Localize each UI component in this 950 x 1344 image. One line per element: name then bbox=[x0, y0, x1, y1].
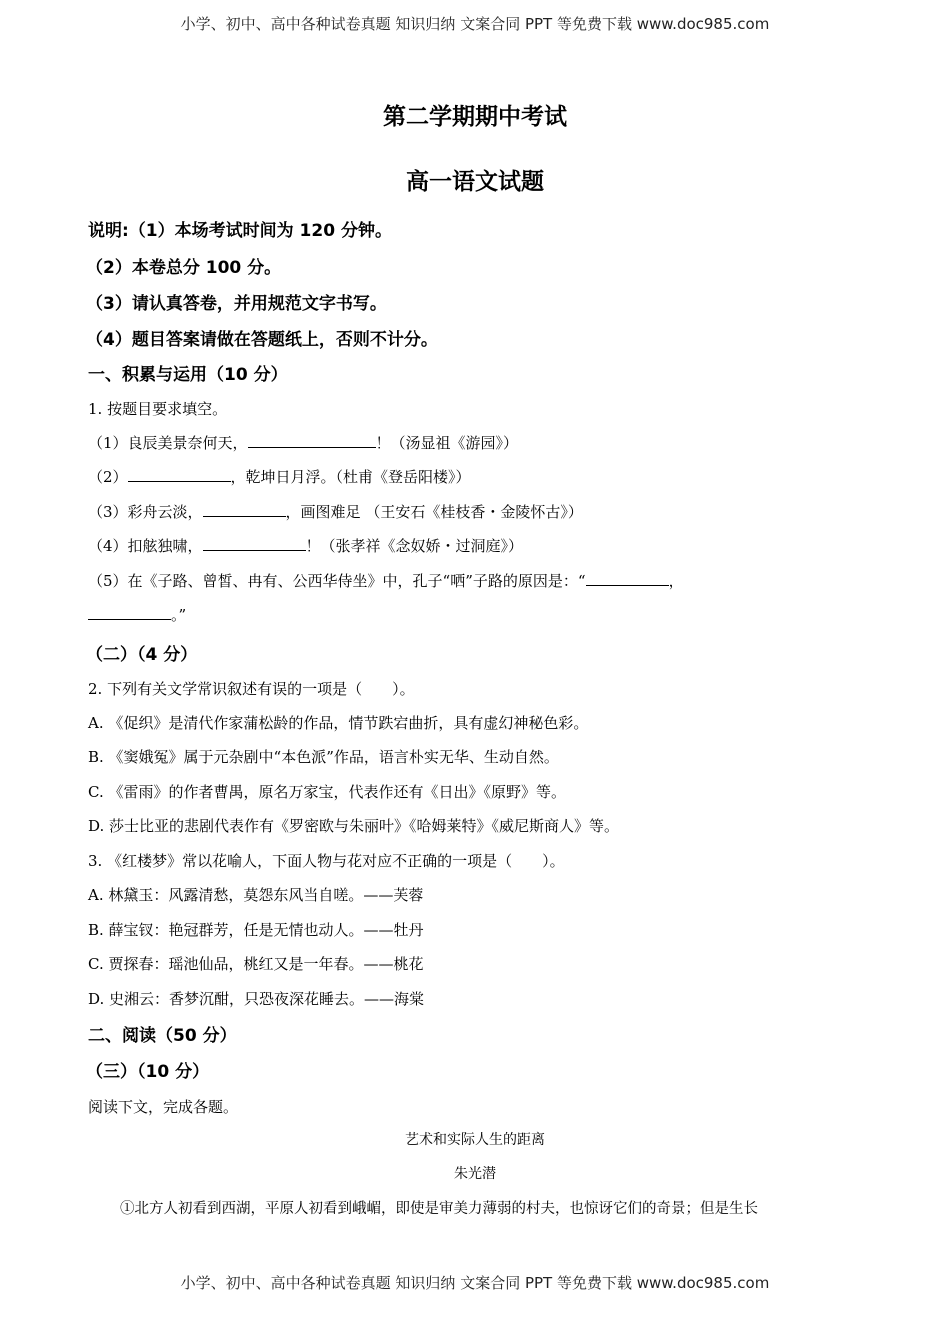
question-2-option-b: B. 《窦娥冤》属于元杂剧中“本色派”作品，语言朴实无华、生动自然。 bbox=[88, 748, 559, 766]
answer-blank[interactable] bbox=[88, 605, 171, 620]
passage-paragraph-1: ①北方人初看到西湖，平原人初看到峨嵋，即使是审美力薄弱的村夫，也惊讶它们的奇景；但是生长 bbox=[120, 1201, 758, 1217]
question-1-stem: 1. 按题目要求填空。 bbox=[88, 400, 228, 418]
question-2-option-c: C. 《雷雨》的作者曹禺，原名万家宝，代表作还有《日出》《原野》等。 bbox=[88, 783, 566, 801]
item-text: （3）彩舟云淡， bbox=[88, 503, 203, 521]
item-text: （5）在《子路、曾皙、冉有、公西华侍坐》中，孔子“哂”子路的原因是：“ bbox=[88, 572, 586, 590]
part-2-heading: （二）（4 分） bbox=[86, 645, 198, 665]
passage-author: 朱光潜 bbox=[454, 1166, 496, 1182]
note-1: 说明:（1）本场考试时间为 120 分钟。 bbox=[88, 221, 392, 241]
question-2-option-d: D. 莎士比亚的悲剧代表作有《罗密欧与朱丽叶》《哈姆莱特》《威尼斯商人》等。 bbox=[88, 817, 620, 835]
question-3-option-c: C. 贾探春：瑶池仙品，桃红又是一年春。——桃花 bbox=[88, 955, 424, 973]
question-3-option-d: D. 史湘云：香梦沉酣，只恐夜深花睡去。——海棠 bbox=[88, 990, 425, 1008]
exam-title: 第二学期期中考试 bbox=[383, 104, 567, 130]
question-1-item-4 bbox=[88, 535, 523, 556]
item-text: （1）良辰美景奈何天， bbox=[88, 434, 248, 452]
question-2-stem: 2. 下列有关文学常识叙述有误的一项是（ ）。 bbox=[88, 680, 415, 698]
question-1-item-3 bbox=[88, 501, 583, 522]
note-4: （4）题目答案请做在答题纸上，否则不计分。 bbox=[86, 330, 438, 350]
question-3-stem: 3. 《红楼梦》常以花喻人，下面人物与花对应不正确的一项是（ ）。 bbox=[88, 852, 565, 870]
part-3-heading: （三）（10 分） bbox=[86, 1062, 210, 1082]
item-text: 。” bbox=[171, 606, 187, 624]
item-text: ，乾坤日月浮。（杜甫《登岳阳楼》） bbox=[230, 468, 471, 486]
question-3-option-b: B. 薛宝钗：艳冠群芳，任是无情也动人。——牡丹 bbox=[88, 921, 424, 939]
answer-blank[interactable] bbox=[203, 536, 306, 551]
item-text: （4）扣舷独啸， bbox=[88, 537, 203, 555]
question-1-item-1 bbox=[88, 432, 518, 453]
passage-title: 艺术和实际人生的距离 bbox=[405, 1132, 545, 1148]
answer-blank[interactable] bbox=[203, 502, 286, 517]
page-footer: 小学、初中、高中各种试卷真题 知识归纳 文案合同 PPT 等免费下载 www.doc985.com bbox=[180, 1274, 770, 1292]
note-2: （2）本卷总分 100 分。 bbox=[86, 258, 282, 278]
note-3: （3）请认真答卷，并用规范文字书写。 bbox=[86, 294, 387, 314]
question-1-item-5 bbox=[88, 570, 684, 591]
question-3-option-a: A. 林黛玉：风露清愁，莫怨东风当自嗟。——芙蓉 bbox=[88, 886, 424, 904]
section-1-heading: 一、积累与运用（10 分） bbox=[88, 365, 288, 385]
section-2-heading: 二、阅读（50 分） bbox=[88, 1026, 237, 1046]
item-text: ，画图难足 （王安石《桂枝香・金陵怀古》） bbox=[285, 503, 583, 521]
item-text: ！（张孝祥《念奴娇・过洞庭》） bbox=[305, 537, 524, 555]
reading-instruction: 阅读下文，完成各题。 bbox=[88, 1098, 239, 1116]
answer-blank[interactable] bbox=[128, 467, 231, 482]
answer-blank[interactable] bbox=[586, 571, 669, 586]
item-text: ！（汤显祖《游园》） bbox=[375, 434, 519, 452]
page-header: 小学、初中、高中各种试卷真题 知识归纳 文案合同 PPT 等免费下载 www.doc985.com bbox=[180, 15, 770, 33]
item-text: （2） bbox=[88, 468, 128, 486]
answer-blank[interactable] bbox=[248, 433, 376, 448]
question-2-option-a: A. 《促织》是清代作家蒲松龄的作品，情节跌宕曲折，具有虚幻神秘色彩。 bbox=[88, 714, 589, 732]
item-text: ， bbox=[668, 572, 684, 590]
question-1-item-2 bbox=[88, 466, 471, 487]
question-1-item-5-cont bbox=[88, 604, 186, 625]
exam-subtitle: 高一语文试题 bbox=[406, 169, 544, 195]
